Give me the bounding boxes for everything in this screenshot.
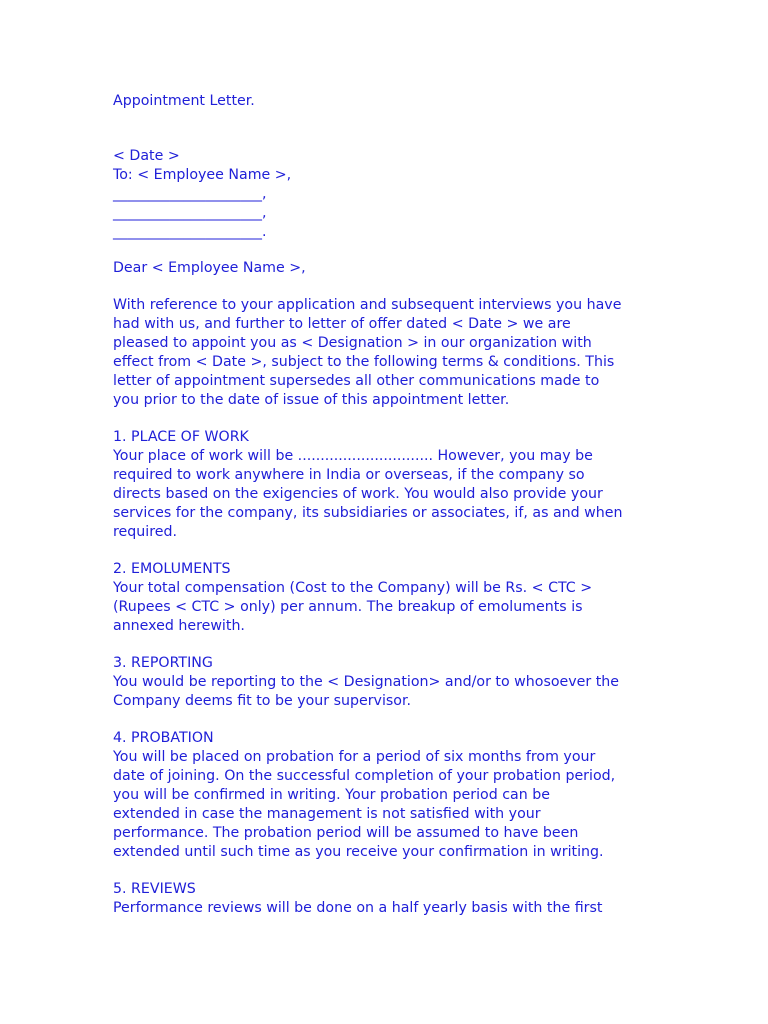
paragraph-line: With reference to your application and subsequent interviews you have — [113, 297, 622, 313]
paragraph-line: required. — [113, 524, 177, 540]
spacer — [113, 242, 673, 259]
paragraph-line: You will be placed on probation for a period of six months from your — [113, 749, 596, 765]
recipient-line: To: < Employee Name >, — [113, 167, 292, 183]
paragraph-line: (Rupees < CTC > only) per annum. The breakup of emoluments is — [113, 599, 583, 615]
paragraph-line: Performance reviews will be done on a half yearly basis with the first — [113, 900, 603, 916]
paragraph-line: letter of appointment supersedes all other communications made to — [113, 373, 600, 389]
section-place-of-work — [113, 428, 673, 542]
section-heading: 1. PLACE OF WORK — [113, 429, 249, 445]
intro-paragraph — [113, 296, 673, 410]
address-line: _____________________, — [113, 186, 267, 202]
paragraph-line: Your total compensation (Cost to the Company) will be Rs. < CTC > — [113, 580, 593, 596]
paragraph-line: extended until such time as you receive your confirmation in writing. — [113, 844, 604, 860]
spacer — [113, 636, 673, 654]
letter-title: Appointment Letter. — [113, 93, 255, 109]
spacer — [113, 862, 673, 880]
address-line: _____________________. — [113, 224, 267, 240]
address-line: _____________________, — [113, 205, 267, 221]
paragraph-line: annexed herewith. — [113, 618, 245, 634]
paragraph-line: you prior to the date of issue of this appointment letter. — [113, 392, 510, 408]
paragraph-line: extended in case the management is not satisfied with your — [113, 806, 541, 822]
paragraph-line: performance. The probation period will be assumed to have been — [113, 825, 579, 841]
section-emoluments — [113, 560, 673, 636]
appointment-letter-document — [113, 92, 673, 918]
paragraph-line: Company deems fit to be your supervisor. — [113, 693, 412, 709]
paragraph-line: date of joining. On the successful completion of your probation period, — [113, 768, 616, 784]
paragraph-line: you will be confirmed in writing. Your probation period can be — [113, 787, 550, 803]
section-heading: 2. EMOLUMENTS — [113, 561, 231, 577]
paragraph-line: directs based on the exigencies of work. You would also provide your — [113, 486, 603, 502]
paragraph-line: services for the company, its subsidiaries or associates, if, as and when — [113, 505, 623, 521]
paragraph-line: Your place of work will be .............................. However, you may be — [113, 448, 593, 464]
spacer — [113, 410, 673, 428]
section-probation — [113, 729, 673, 862]
spacer — [113, 542, 673, 560]
paragraph-line: You would be reporting to the < Designation> and/or to whosoever the — [113, 674, 619, 690]
paragraph-line: effect from < Date >, subject to the following terms & conditions. This — [113, 354, 615, 370]
paragraph-line: had with us, and further to letter of offer dated < Date > we are — [113, 316, 571, 332]
spacer — [113, 711, 673, 729]
paragraph-line: required to work anywhere in India or overseas, if the company so — [113, 467, 585, 483]
spacer — [113, 278, 673, 296]
salutation: Dear < Employee Name >, — [113, 260, 306, 276]
paragraph-line: pleased to appoint you as < Designation > in our organization with — [113, 335, 592, 351]
section-heading: 5. REVIEWS — [113, 881, 196, 897]
section-reporting — [113, 654, 673, 711]
section-heading: 3. REPORTING — [113, 655, 213, 671]
spacer — [113, 111, 673, 147]
section-heading: 4. PROBATION — [113, 730, 214, 746]
letter-date: < Date > — [113, 148, 180, 164]
section-reviews — [113, 880, 673, 918]
